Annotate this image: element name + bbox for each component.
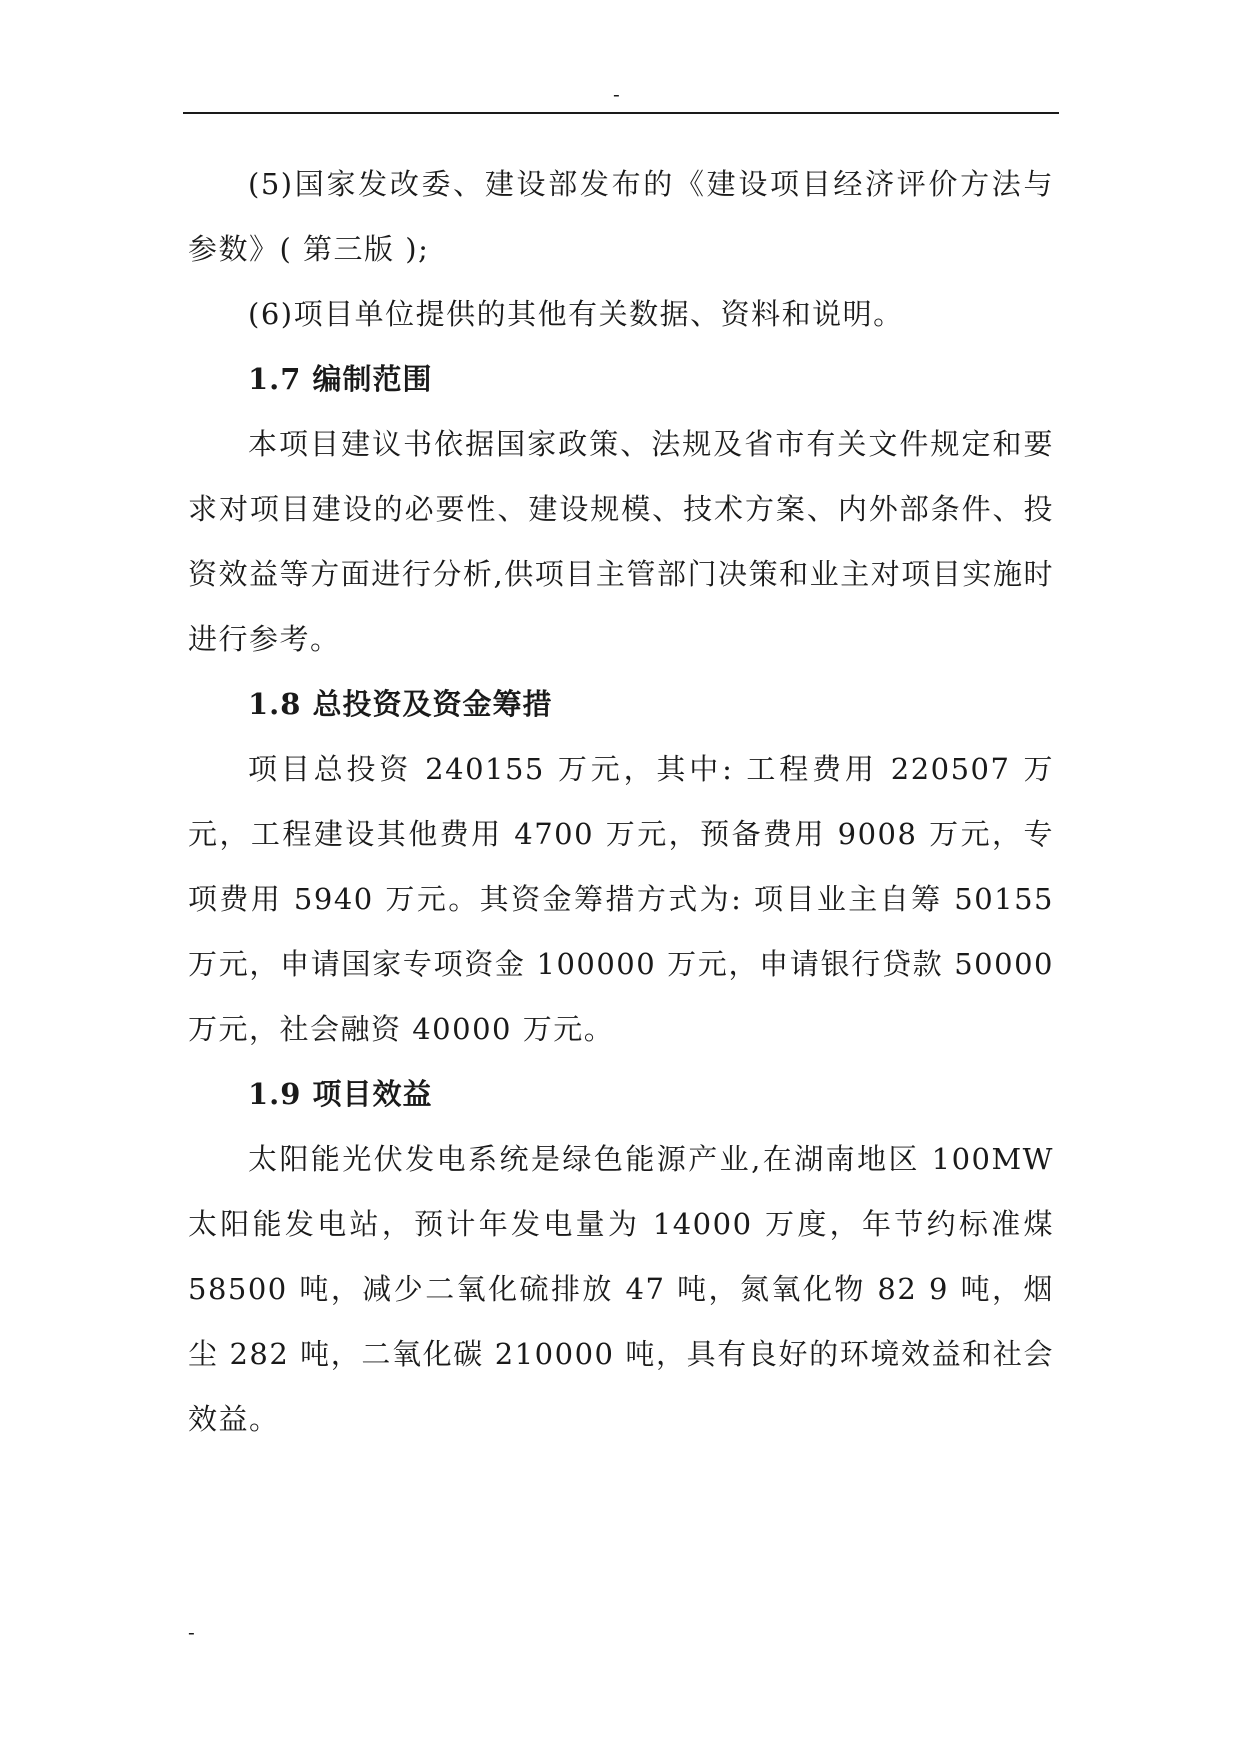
reference-item-6: (6)项目单位提供的其他有关数据、资料和说明。 — [248, 297, 904, 331]
reference-item-5: (5)国家发改委、建设部发布的《建设项目经济评价方法与参数》( 第三版 ); — [188, 167, 1054, 266]
header-rule — [183, 112, 1059, 114]
section-1-9-heading: 1.9 项目效益 — [248, 1077, 433, 1111]
section-1-7-heading: 1.7 编制范围 — [248, 362, 433, 396]
section-1-8-paragraph: 项目总投资 240155 万元，其中: 工程费用 220507 万元，工程建设其他费用 4700 万元，预备费用 9008 万元，专项费用 5940 万元。其资金筹措方式为: 项目业主自筹 50155 万元，申请国家专项资金 100000 万元，申请银行贷款 50000 万元，社会融资 40000 万元。 — [188, 752, 1054, 1046]
section-1-7-paragraph: 本项目建议书依据国家政策、法规及省市有关文件规定和要求对项目建设的必要性、建设规模、技术方案、内外部条件、投资效益等方面进行分析,供项目主管部门决策和业主对项目实施时进行参考。 — [188, 427, 1054, 656]
section-1-9-paragraph: 太阳能光伏发电系统是绿色能源产业,在湖南地区 100MW 太阳能发电站，预计年发电量为 14000 万度，年节约标准煤 58500 吨，减少二氧化硫排放 47 吨，氮氧化物 82 9 吨，烟尘 282 吨，二氧化碳 210000 吨，具有良好的环境效益和社会效益。 — [188, 1142, 1054, 1436]
section-1-8-heading: 1.8 总投资及资金筹措 — [248, 687, 553, 721]
footer-mark: - — [188, 1620, 195, 1644]
document-body — [188, 152, 1054, 1452]
header-mark: - — [613, 82, 620, 106]
